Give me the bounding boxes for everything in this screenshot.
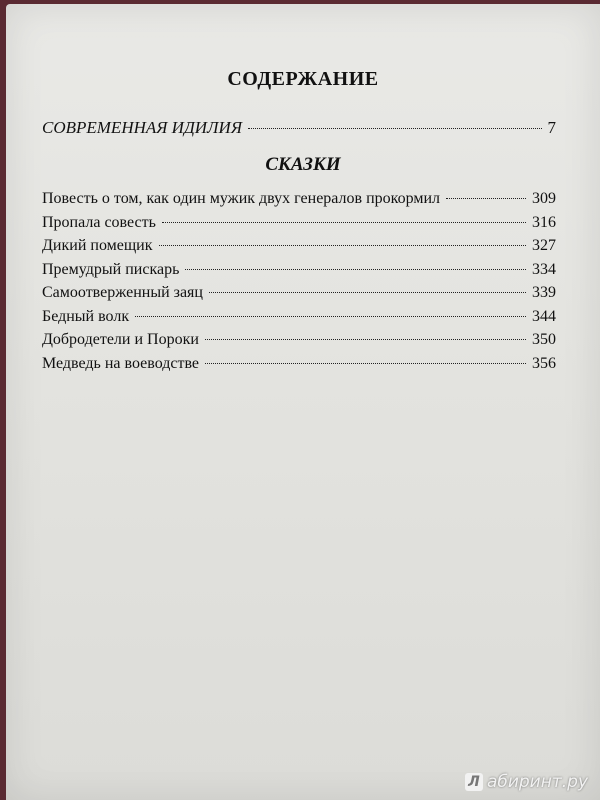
toc-entry-title: Дикий помещик [42, 237, 153, 254]
dot-leader [159, 245, 526, 246]
toc-entry [42, 308, 556, 332]
toc-entry [42, 190, 556, 214]
toc-entry-title: Бедный волк [42, 307, 130, 325]
toc-entry [42, 214, 556, 238]
dot-leader [162, 222, 526, 223]
toc-entry [42, 261, 556, 285]
toc-entry-page: 309 [532, 190, 556, 207]
toc-entry-page: 327 [532, 237, 556, 254]
labirint-watermark-text: абиринт.ру [486, 772, 588, 792]
toc-list [42, 190, 556, 378]
toc-entry-page: 316 [532, 213, 556, 231]
book-page [6, 4, 600, 800]
dot-leader [446, 198, 526, 199]
contents-heading: СОДЕРЖАНИЕ [227, 68, 379, 90]
intro-entry-page: 7 [547, 118, 556, 137]
toc-entry-title: Добродетели и Пороки [42, 331, 199, 348]
toc-entry-page: 350 [532, 331, 556, 348]
section-title: СКАЗКИ [265, 154, 341, 175]
toc-entry [42, 331, 556, 355]
dot-leader [248, 128, 541, 129]
toc-entry-title: Повесть о том, как один мужик двух генералов прокормил [42, 190, 441, 207]
toc-entry-page: 356 [532, 354, 556, 372]
dot-leader [205, 363, 526, 364]
intro-entry-title: СОВРЕМЕННАЯ ИДИЛИЯ [42, 118, 243, 137]
dot-leader [205, 339, 526, 340]
labirint-watermark [465, 772, 588, 792]
toc-entry-page: 344 [532, 307, 556, 325]
toc-entry-title: Самоотверженный заяц [42, 284, 203, 301]
toc-entry-title: Пропала совесть [42, 213, 156, 231]
toc-entry-title: Медведь на воеводстве [42, 354, 200, 372]
dot-leader [185, 269, 526, 270]
toc-entry-page: 334 [532, 260, 556, 278]
toc-entry-page: 339 [532, 284, 556, 301]
toc-entry [42, 237, 556, 261]
labirint-logo-icon: Л [465, 773, 483, 791]
toc-entry [42, 355, 556, 379]
dot-leader [209, 292, 526, 293]
dot-leader [135, 316, 526, 317]
toc-entry-title: Премудрый пискарь [42, 260, 180, 278]
intro-entry [42, 118, 556, 138]
toc-entry [42, 284, 556, 308]
